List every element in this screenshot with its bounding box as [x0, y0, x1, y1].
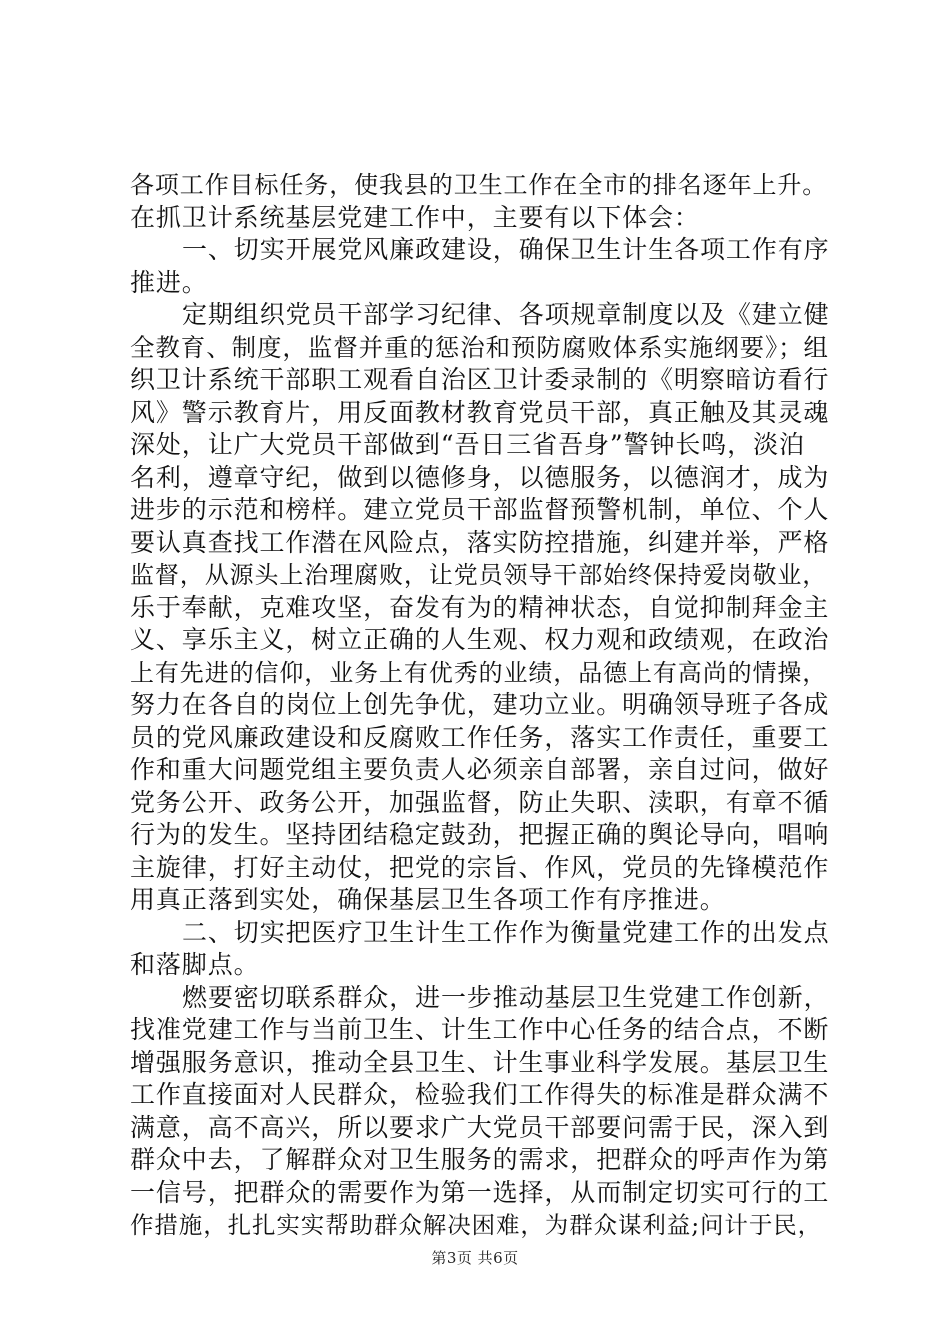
text-line: 义、享乐主义，树立正确的人生观、权力观和政绩观，在政治 [130, 625, 830, 654]
document-body [130, 169, 830, 1242]
text-line: 一信号，把群众的需要作为第一选择，从而制定切实可行的工 [130, 1177, 830, 1207]
text-line: 党务公开、政务公开，加强监督，防止失职、渎职，有章不循 [130, 787, 830, 817]
text-line: 群众中去，了解群众对卫生服务的需求，把群众的呼声作为第 [130, 1145, 830, 1174]
text-line: 和落脚点。 [130, 950, 260, 979]
text-line: 在抓卫计系统基层党建工作中，主要有以下体会： [130, 202, 700, 232]
text-line: 燃要密切联系群众，进一步推动基层卫生党建工作创新， [182, 982, 830, 1012]
text-line: 风》警示教育片，用反面教材教育党员干部，真正触及其灵魂 [130, 397, 830, 427]
text-line: 一、切实开展党风廉政建设，确保卫生计生各项工作有序 [182, 235, 830, 264]
text-line: 主旋律，打好主动仗，把党的宗旨、作风，党员的先锋模范作 [130, 852, 830, 882]
text-line: 工作直接面对人民群众，检验我们工作得失的标准是群众满不 [130, 1080, 830, 1109]
text-line: 各项工作目标任务，使我县的卫生工作在全市的排名逐年上升。 [130, 171, 828, 199]
text-line: 乐于奉献，克难攻坚，奋发有为的精神状态，自觉抑制拜金主 [130, 592, 830, 622]
text-line: 深处，让广大党员干部做到“吾日三省吾身”警钟长鸣，淡泊 [130, 430, 805, 459]
text-line: 用真正落到实处，确保基层卫生各项工作有序推进。 [130, 885, 726, 914]
text-line: 定期组织党员干部学习纪律、各项规章制度以及《建立健 [182, 300, 830, 329]
text-line: 名利，遵章守纪，做到以德修身，以德服务，以德润才，成为 [130, 462, 830, 492]
text-line: 上有先进的信仰，业务上有优秀的业绩，品德上有高尚的情操， [130, 658, 828, 687]
text-line: 二、切实把医疗卫生计生工作作为衡量党建工作的出发点 [182, 917, 830, 947]
text-line: 员的党风廉政建设和反腐败工作任务，落实工作责任，重要工 [130, 722, 830, 752]
text-line: 努力在各自的岗位上创先争优，建功立业。明确领导班子各成 [130, 690, 830, 719]
text-line: 行为的发生。坚持团结稳定鼓劲，把握正确的舆论导向，唱响 [130, 820, 830, 849]
page-number-footer: 第3页 共6页 [431, 1249, 519, 1267]
text-line: 织卫计系统干部职工观看自治区卫计委录制的《明察暗访看行 [130, 365, 830, 394]
text-line: 增强服务意识，推动全县卫生、计生事业科学发展。基层卫生 [130, 1047, 830, 1077]
text-line: 要认真查找工作潜在风险点，落实防控措施，纠建并举，严格 [130, 527, 830, 557]
text-line: 满意，高不高兴，所以要求广大党员干部要问需于民，深入到 [130, 1112, 830, 1142]
text-line: 进步的示范和榜样。建立党员干部监督预警机制，单位、个人 [130, 495, 830, 524]
text-line: 推进。 [130, 267, 208, 297]
text-line: 作措施，扎扎实实帮助群众解决困难，为群众谋利益;问计于民， [130, 1211, 823, 1239]
text-line: 监督，从源头上治理腐败，让党员领导干部始终保持爱岗敬业， [130, 561, 828, 589]
text-line: 全教育、制度，监督并重的惩治和预防腐败体系实施纲要》；组 [130, 332, 829, 362]
text-line: 找准党建工作与当前卫生、计生工作中心任务的结合点，不断 [130, 1015, 830, 1044]
text-line: 作和重大问题党组主要负责人必须亲自部署，亲自过问，做好 [130, 755, 830, 784]
